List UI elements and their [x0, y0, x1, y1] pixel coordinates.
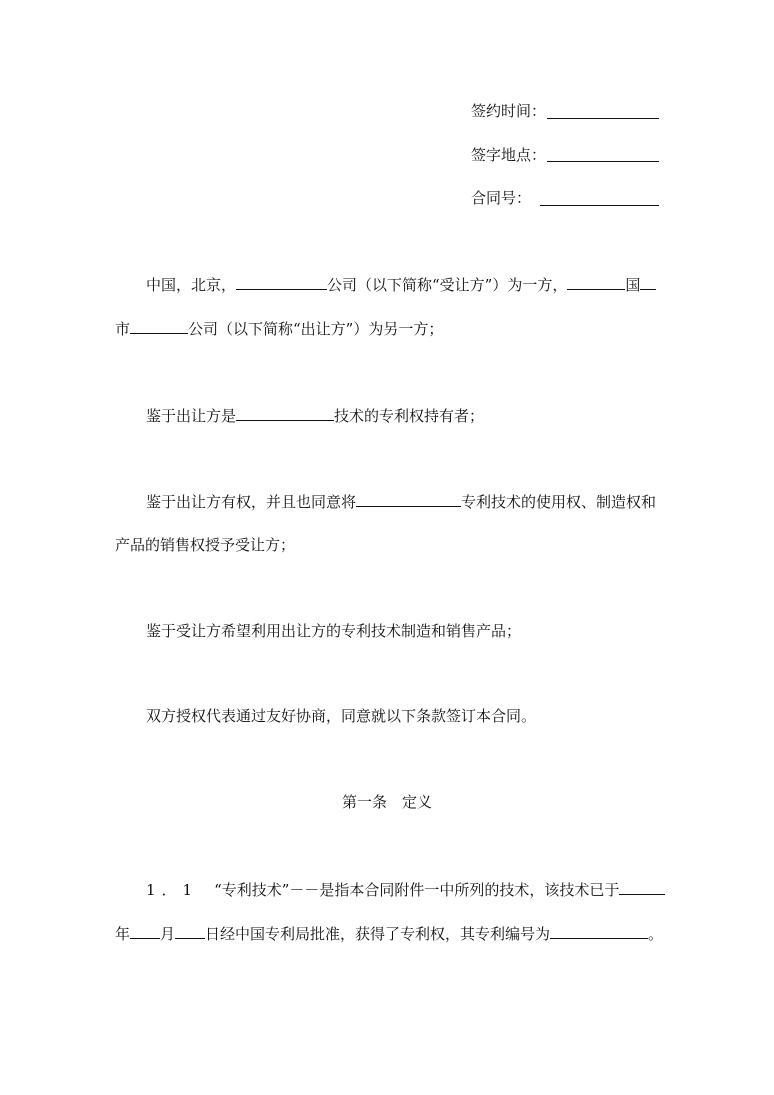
company-foreign-blank[interactable]	[130, 317, 188, 334]
preamble-p1-line2	[115, 317, 443, 339]
approval-year-blank-a[interactable]	[619, 878, 665, 895]
article1-heading: 第一条 定义	[341, 793, 432, 811]
p1-text-a: 中国，北京，	[146, 276, 237, 294]
p3-text-c: 产品的销售权授予受让方；	[115, 536, 296, 554]
clause-1-1-text-c: 月	[160, 925, 176, 943]
approval-month-blank-pre[interactable]	[130, 922, 160, 939]
sign-place-blank[interactable]	[547, 161, 659, 162]
sign-place-label: 签字地点：	[471, 146, 547, 164]
preamble-p3-line2	[115, 535, 295, 555]
p3-text-a: 鉴于出让方有权，并且也同意将	[146, 493, 357, 511]
clause-1-1-line2	[115, 922, 663, 944]
contract-no-row	[471, 188, 531, 208]
preamble-p5	[146, 706, 536, 726]
clause-1-1-text-b: 年	[115, 925, 131, 943]
company-cn-blank[interactable]	[236, 273, 327, 290]
preamble-p4	[146, 621, 521, 641]
p5-text: 双方授权代表通过友好协商，同意就以下条款签订本合同。	[146, 707, 537, 725]
clause-1-1-line1	[146, 878, 665, 900]
preamble-p3-line1	[146, 490, 656, 512]
preamble-p1-line1	[146, 273, 656, 295]
p4-text: 鉴于受让方希望利用出让方的专利技术制造和销售产品；	[146, 622, 522, 640]
p1-text-b: 公司（以下简称“受让方”）为一方，	[327, 276, 568, 294]
patent-tech-blank[interactable]	[356, 490, 461, 507]
patent-number-blank[interactable]	[550, 922, 648, 939]
contract-no-label: 合同号：	[471, 189, 532, 207]
p3-text-b: 专利技术的使用权、制造权和	[461, 493, 657, 511]
p2-text-b: 技术的专利权持有者；	[334, 407, 485, 425]
city-blank-a[interactable]	[640, 273, 656, 290]
technology-blank[interactable]	[236, 404, 334, 421]
p1-text-c: 国	[625, 276, 641, 294]
sign-time-blank[interactable]	[547, 118, 659, 119]
sign-place-row	[471, 145, 546, 165]
country-blank[interactable]	[567, 273, 625, 290]
contract-no-blank[interactable]	[540, 205, 659, 206]
clause-1-1-text-d: 日经中国专利局批准，获得了专利权，其专利编号为	[205, 925, 551, 943]
clause-1-1-number: 1．1	[146, 881, 199, 899]
clause-1-1-text-a: “专利技术”－－是指本合同附件一中所列的技术，该技术已于	[214, 881, 620, 899]
sign-time-label: 签约时间：	[471, 102, 547, 120]
p2-text-a: 鉴于出让方是	[146, 407, 237, 425]
p1-text-d: 市	[115, 320, 131, 338]
sign-time-row	[471, 101, 546, 121]
p1-text-e: 公司（以下简称“出让方”）为另一方；	[188, 320, 444, 338]
clause-1-1-text-e: 。	[648, 925, 664, 943]
preamble-p2	[146, 404, 484, 426]
approval-day-blank[interactable]	[175, 922, 205, 939]
